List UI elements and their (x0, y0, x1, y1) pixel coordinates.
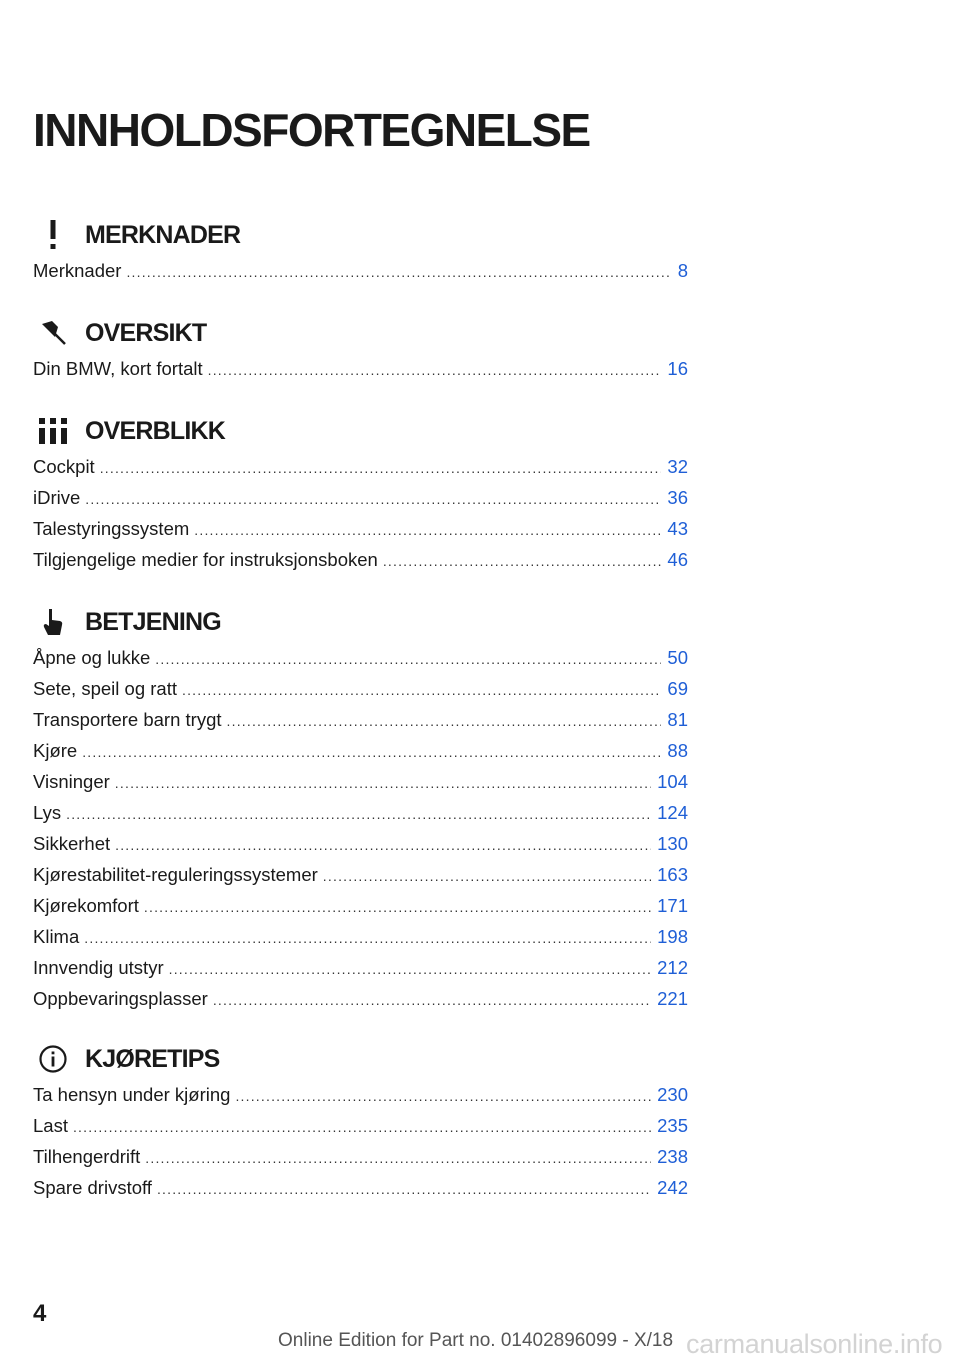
toc-entry[interactable] (33, 673, 688, 704)
dot-leader (144, 892, 651, 923)
dot-leader (182, 675, 661, 706)
toc-entry-page[interactable]: 32 (667, 456, 688, 477)
dot-leader (157, 1174, 651, 1205)
pin-icon (33, 317, 73, 349)
toc-entry-page[interactable]: 16 (667, 358, 688, 379)
dot-leader (66, 799, 651, 830)
toc-section-oversikt (33, 313, 688, 384)
toc-entry-label: Visninger (33, 771, 110, 792)
toc-entry-page[interactable]: 69 (667, 678, 688, 699)
toc-entry-page[interactable]: 88 (667, 740, 688, 761)
section-title: MERKNADER (85, 220, 241, 249)
dot-leader (323, 861, 651, 892)
section-header (33, 411, 688, 451)
page-title: INNHOLDSFORTEGNELSE (33, 104, 590, 156)
toc-entry[interactable] (33, 482, 688, 513)
toc-entry[interactable] (33, 513, 688, 544)
toc-entry-label: Ta hensyn under kjøring (33, 1084, 231, 1105)
toc-entry-page[interactable]: 171 (657, 895, 688, 916)
dot-leader (85, 484, 661, 515)
toc-entry-label: Innvendig utstyr (33, 957, 164, 978)
dot-leader (115, 768, 651, 799)
dot-leader (383, 546, 662, 577)
section-title: KJØRETIPS (85, 1044, 220, 1073)
dot-leader (194, 515, 661, 546)
dot-leader (155, 644, 661, 675)
toc-entry-label: Kjøre (33, 740, 78, 761)
dot-leader (84, 923, 651, 954)
toc-entry-page[interactable]: 198 (657, 926, 688, 947)
toc-entry-label: Spare drivstoff (33, 1177, 152, 1198)
toc-entry[interactable] (33, 353, 688, 384)
toc-entry[interactable] (33, 890, 688, 921)
toc-entry-page[interactable]: 238 (657, 1146, 688, 1167)
toc-entry-label: Lys (33, 802, 62, 823)
toc-entry-label: Klima (33, 926, 80, 947)
toc-entry-label: Sete, speil og ratt (33, 678, 177, 699)
watermark: carmanualsonline.info (686, 1329, 943, 1359)
section-header (33, 1039, 688, 1079)
dot-leader (73, 1112, 651, 1143)
dot-leader (82, 737, 661, 768)
toc-entry[interactable] (33, 255, 688, 286)
toc-entry-label: Cockpit (33, 456, 95, 477)
section-header (33, 602, 688, 642)
toc-entry-label: Kjørekomfort (33, 895, 139, 916)
section-header (33, 215, 688, 255)
toc-entry-page[interactable]: 230 (657, 1084, 688, 1105)
info-circle-icon (33, 1043, 73, 1075)
toc-entry[interactable] (33, 797, 688, 828)
toc-section-kjoretips (33, 1039, 688, 1203)
toc-entry-label: Tilgjengelige medier for instruksjonsboken (33, 549, 378, 570)
dot-leader (227, 706, 662, 737)
toc-entry[interactable] (33, 921, 688, 952)
hand-pointer-icon (33, 606, 73, 638)
toc-entry-label: Din BMW, kort fortalt (33, 358, 203, 379)
toc-entry-page[interactable]: 212 (657, 957, 688, 978)
toc-entry-label: Talestyringssystem (33, 518, 190, 539)
toc-section-overblikk (33, 411, 688, 575)
toc-entry[interactable] (33, 544, 688, 575)
page-number: 4 (33, 1300, 47, 1327)
toc-entry-page[interactable]: 221 (657, 988, 688, 1009)
toc-entry-page[interactable]: 50 (667, 647, 688, 668)
toc-entry-label: iDrive (33, 487, 81, 508)
toc-section-merknader (33, 215, 688, 286)
toc-entry-label: Merknader (33, 260, 122, 281)
toc-entry[interactable] (33, 704, 688, 735)
dot-leader (208, 355, 662, 386)
toc-entry-page[interactable]: 43 (667, 518, 688, 539)
toc-entry-label: Last (33, 1115, 68, 1136)
toc-entry[interactable] (33, 642, 688, 673)
toc-entry[interactable] (33, 828, 688, 859)
toc-entry[interactable] (33, 952, 688, 983)
toc-entry-label: Kjørestabilitet-reguleringssystemer (33, 864, 318, 885)
toc-entry-page[interactable]: 242 (657, 1177, 688, 1198)
dot-leader (100, 453, 662, 484)
toc-entry[interactable] (33, 983, 688, 1014)
section-title: BETJENING (85, 607, 221, 636)
dot-leader (126, 257, 671, 288)
toc-entry[interactable] (33, 451, 688, 482)
toc-entry-label: Åpne og lukke (33, 647, 151, 668)
footer-edition: Online Edition for Part no. 01402896099 - X/18 (278, 1330, 674, 1351)
toc-entry-page[interactable]: 36 (667, 487, 688, 508)
toc-entry-label: Oppbevaringsplasser (33, 988, 208, 1009)
toc-section-betjening (33, 602, 688, 1014)
dot-leader (145, 1143, 651, 1174)
toc-entry-page[interactable]: 8 (677, 260, 688, 281)
toc-entry-page[interactable]: 163 (657, 864, 688, 885)
toc-entry-page[interactable]: 104 (657, 771, 688, 792)
grid-icon (33, 415, 73, 447)
toc-entry-label: Sikkerhet (33, 833, 111, 854)
toc-entry-page[interactable]: 124 (657, 802, 688, 823)
toc-entry[interactable] (33, 766, 688, 797)
toc-entry-page[interactable]: 130 (657, 833, 688, 854)
toc-entry[interactable] (33, 1110, 688, 1141)
toc-entry-page[interactable]: 46 (667, 549, 688, 570)
section-header (33, 313, 688, 353)
toc-entry-page[interactable]: 81 (667, 709, 688, 730)
toc-entry[interactable] (33, 1141, 688, 1172)
toc-entry[interactable] (33, 735, 688, 766)
dot-leader (213, 985, 651, 1016)
exclamation-icon (33, 219, 73, 251)
toc-entry-label: Tilhengerdrift (33, 1146, 141, 1167)
toc-entry-label: Transportere barn trygt (33, 709, 222, 730)
section-title: OVERBLIKK (85, 416, 226, 445)
toc-entry-page[interactable]: 235 (657, 1115, 688, 1136)
section-title: OVERSIKT (85, 318, 207, 347)
toc-entry[interactable] (33, 1172, 688, 1203)
dot-leader (169, 954, 652, 985)
dot-leader (115, 830, 651, 861)
toc-entry[interactable] (33, 859, 688, 890)
toc-entry[interactable] (33, 1079, 688, 1110)
dot-leader (235, 1081, 651, 1112)
